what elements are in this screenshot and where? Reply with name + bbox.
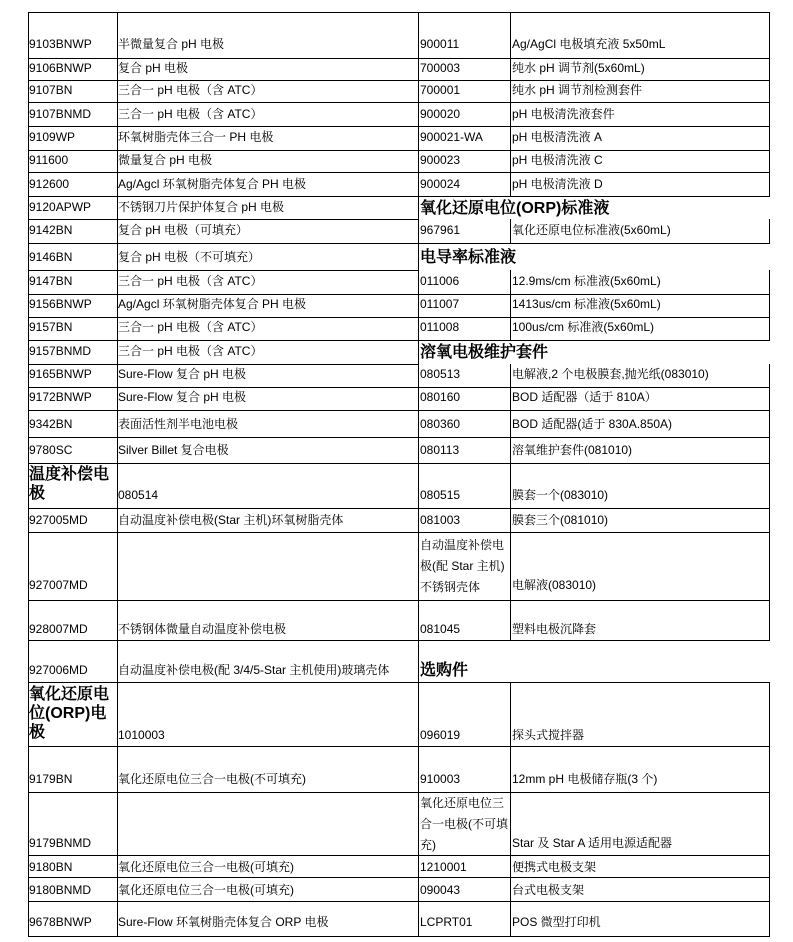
cell-code: 927005MD xyxy=(29,513,88,527)
cell-code: 9142BN xyxy=(29,223,73,237)
cell-code: 9156BNWP xyxy=(29,297,92,311)
cell-code: 9107BNMD xyxy=(29,107,92,121)
cell-code: 910003 xyxy=(420,772,461,786)
cell-code: 011006 xyxy=(420,274,460,288)
cell-desc: 三合一 pH 电极（含 ATC） xyxy=(118,83,263,97)
cell-code: 927006MD xyxy=(29,663,88,677)
cell-desc: 氧化还原电位三合一电极(可填充) xyxy=(118,860,294,874)
cell-desc: 便携式电极支架 xyxy=(512,860,597,874)
cell-desc: 电解液,2 个电极膜套,抛光纸(083010) xyxy=(512,367,709,381)
section-heading-conductivity-standard: 电导率标准液 xyxy=(420,249,517,266)
cell-code: 900023 xyxy=(420,153,461,167)
cell-desc: Ag/AgCl 电极填充液 5x50mL xyxy=(512,37,666,51)
cell-desc: pH 电极清洗液 A xyxy=(512,130,603,144)
cell-code: 9157BN xyxy=(29,320,73,334)
cell-code: 911600 xyxy=(29,153,69,167)
cell-desc: 三合一 pH 电极（含 ATC） xyxy=(118,344,263,358)
cell-desc: Sure-Flow 复合 pH 电极 xyxy=(118,367,247,381)
cell-code: 081045 xyxy=(420,622,461,636)
section-heading-optional-parts: 选购件 xyxy=(420,662,469,679)
cell-code: 9179BNMD xyxy=(29,836,92,850)
cell-desc: Silver Billet 复合电极 xyxy=(118,443,229,457)
cell-code-wrapped: 氧化还原电位三合一电极(不可填充) xyxy=(420,796,508,852)
cell-desc: 环氧树脂壳体三合一 PH 电极 xyxy=(118,130,274,144)
cell-desc: 1010003 xyxy=(118,728,165,742)
cell-desc: pH 电极清洗液 D xyxy=(512,177,603,191)
cell-desc: 自动温度补偿电极(配 3/4/5-Star 主机使用)玻璃壳体 xyxy=(118,663,390,677)
cell-desc: Ag/Agcl 环氧树脂壳体复合 PH 电极 xyxy=(118,177,307,191)
cell-code: 081003 xyxy=(420,513,461,527)
cell-desc: Sure-Flow 环氧树脂壳体复合 ORP 电极 xyxy=(118,915,329,929)
section-heading-do-maintenance: 溶氧电极维护套件 xyxy=(420,344,549,361)
cell-desc: pH 电极清洗液套件 xyxy=(512,107,615,121)
cell-desc: Sure-Flow 复合 pH 电极 xyxy=(118,390,247,404)
cell-desc: 氧化还原电位三合一电极(不可填充) xyxy=(118,772,306,786)
cell-desc: 表面活性剂半电池电极 xyxy=(118,417,239,431)
cell-code: 1210001 xyxy=(420,860,467,874)
cell-code: 080360 xyxy=(420,417,461,431)
cell-code: 9180BNMD xyxy=(29,883,92,897)
cell-desc: BOD 适配器(适于 830A.850A) xyxy=(512,417,673,431)
cell-desc: 自动温度补偿电极(Star 主机)环氧树脂壳体 xyxy=(118,513,344,527)
cell-code: 080113 xyxy=(420,443,460,457)
cell-code: 900011 xyxy=(420,37,460,51)
cell-desc: 膜套一个(083010) xyxy=(512,488,609,502)
cell-code: 9103BNWP xyxy=(29,37,92,51)
cell-desc: 氧化还原电位三合一电极(可填充) xyxy=(118,883,294,897)
cell-code: 9146BN xyxy=(29,250,73,264)
cell-code: 9109WP xyxy=(29,130,76,144)
cell-desc: pH 电极清洗液 C xyxy=(512,153,603,167)
cell-code: 9165BNWP xyxy=(29,367,92,381)
cell-desc: 电解液(083010) xyxy=(512,578,597,592)
cell-code: 9106BNWP xyxy=(29,61,92,75)
cell-desc: 纯水 pH 调节剂检测套件 xyxy=(512,83,643,97)
cell-desc: Star 及 Star A 适用电源适配器 xyxy=(512,836,673,850)
cell-desc: 1413us/cm 标准液(5x60mL) xyxy=(512,297,661,311)
cell-code: 9107BN xyxy=(29,83,73,97)
cell-desc: 不锈钢体微量自动温度补偿电极 xyxy=(118,622,287,636)
cell-desc: 三合一 pH 电极（含 ATC） xyxy=(118,320,263,334)
cell-desc: 膜套三个(081010) xyxy=(512,513,609,527)
cell-code: 9678BNWP xyxy=(29,915,92,929)
cell-desc: 塑料电极沉降套 xyxy=(512,622,597,636)
cell-desc: BOD 适配器（适于 810A） xyxy=(512,390,657,404)
cell-code: 011008 xyxy=(420,320,460,334)
cell-code: LCPRT01 xyxy=(420,915,473,929)
cell-code: 9342BN xyxy=(29,417,73,431)
cell-desc: 12mm pH 电极储存瓶(3 个) xyxy=(512,772,658,786)
cell-code: 700003 xyxy=(420,61,461,75)
cell-code: 928007MD xyxy=(29,622,88,636)
cell-code: 9120APWP xyxy=(29,200,92,214)
cell-code: 9179BN xyxy=(29,772,73,786)
cell-code: 9157BNMD xyxy=(29,344,92,358)
cell-desc: 溶氧维护套件(081010) xyxy=(512,443,633,457)
cell-desc: 复合 pH 电极 xyxy=(118,61,189,75)
cell-desc: 复合 pH 电极（不可填充） xyxy=(118,250,261,264)
cell-desc: 微量复合 pH 电极 xyxy=(118,153,213,167)
section-heading-temperature-electrode: 温度补偿电极 xyxy=(29,466,110,502)
cell-code: 080515 xyxy=(420,488,461,502)
cell-desc: 三合一 pH 电极（含 ATC） xyxy=(118,107,263,121)
section-heading-orp-standard: 氧化还原电位(ORP)标准液 xyxy=(420,200,610,217)
cell-code: 9180BN xyxy=(29,860,73,874)
cell-desc: 三合一 pH 电极（含 ATC） xyxy=(118,274,263,288)
cell-code: 090043 xyxy=(420,883,461,897)
cell-code: 080513 xyxy=(420,367,461,381)
cell-code: 9780SC xyxy=(29,443,73,457)
cell-code: 700001 xyxy=(420,83,461,97)
cell-code: 900020 xyxy=(420,107,461,121)
cell-desc: Ag/Agcl 环氧树脂壳体复合 PH 电极 xyxy=(118,297,307,311)
section-heading-orp-electrode: 氧化还原电位(ORP)电极 xyxy=(29,686,110,741)
cell-desc: 氧化还原电位标准液(5x60mL) xyxy=(512,223,671,237)
cell-desc: 不锈钢刀片保护体复合 pH 电极 xyxy=(118,200,285,214)
cell-code: 900021-WA xyxy=(420,130,483,144)
cell-code: 011007 xyxy=(420,297,460,311)
cell-code: 900024 xyxy=(420,177,461,191)
cell-desc: POS 微型打印机 xyxy=(512,915,601,929)
cell-code: 096019 xyxy=(420,728,461,742)
cell-desc: 半微量复合 pH 电极 xyxy=(118,37,225,51)
cell-code: 9147BN xyxy=(29,274,73,288)
cell-code: 080160 xyxy=(420,390,461,404)
cell-desc: 纯水 pH 调节剂(5x60mL) xyxy=(512,61,645,75)
cell-code: 9172BNWP xyxy=(29,390,92,404)
cell-desc: 080514 xyxy=(118,488,159,502)
cell-desc: 探头式搅拌器 xyxy=(512,728,585,742)
cell-desc: 台式电极支架 xyxy=(512,883,585,897)
cell-code-wrapped: 自动温度补偿电极(配 Star 主机)不锈钢壳体 xyxy=(420,538,505,594)
cell-desc: 12.9ms/cm 标准液(5x60mL) xyxy=(512,274,661,288)
cell-code: 967961 xyxy=(420,223,461,237)
cell-code: 912600 xyxy=(29,177,70,191)
cell-desc: 复合 pH 电极（可填充） xyxy=(118,223,249,237)
cell-desc: 100us/cm 标准液(5x60mL) xyxy=(512,320,655,334)
cell-code: 927007MD xyxy=(29,578,88,592)
